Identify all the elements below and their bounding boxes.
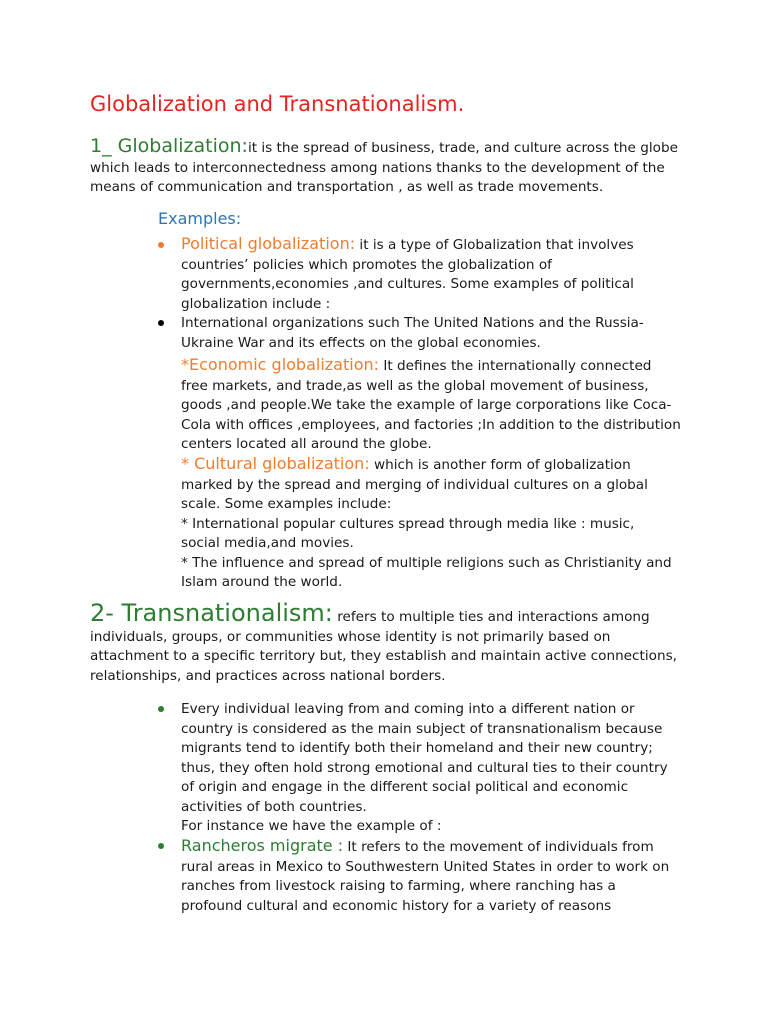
individual-migrant-text: Every individual leaving from and coming into a different nation or country is considered as the main subject of transnationalism because migrants tend to identify both their homeland and their new country; thus, they often hold strong emotional and cultural ties to their country of origin and engage in the different social political and economic activities of both countries. bbox=[181, 701, 668, 815]
transnationalism-paragraph bbox=[90, 599, 682, 686]
international-orgs-item: International organizations such The United Nations and the Russia-Ukraine War and its effects on the global economies. bbox=[181, 315, 644, 351]
cultural-globalization-item bbox=[181, 454, 675, 593]
transnationalism-text: refers to multiple ties and interactions among individuals, groups, or communities whose identity is not primarily based on attachment to a specific territory but, they establish and maintain active connections, relationships, and practices across national borders. bbox=[90, 609, 677, 684]
globalization-heading: 1_ Globalization: bbox=[90, 135, 248, 157]
rancheros-heading: Rancheros migrate : bbox=[181, 836, 344, 855]
document-title: Globalization and Transnationalism. bbox=[90, 92, 465, 116]
transnationalism-heading: 2- Transnationalism: bbox=[90, 599, 333, 627]
economic-globalization-heading: *Economic globalization: bbox=[181, 355, 380, 374]
economic-globalization-item bbox=[181, 355, 681, 455]
black-bullet-icon bbox=[158, 320, 164, 326]
globalization-paragraph bbox=[90, 137, 682, 198]
rancheros-text: It refers to the movement of individuals from rural areas in Mexico to Southwestern United States in order to work on ranches from livestock raising to farming, where ranching has a profound cultural and economic history for a variety of reasons bbox=[181, 839, 670, 914]
examples-label: Examples: bbox=[158, 209, 242, 228]
cultural-example-media: * International popular cultures spread through media like : music, social media,and movies. bbox=[181, 515, 635, 551]
orange-bullet-icon bbox=[158, 242, 164, 248]
individual-migrant-item bbox=[181, 700, 681, 837]
green-bullet-icon bbox=[158, 706, 164, 712]
political-globalization-item bbox=[181, 234, 673, 314]
cultural-globalization-heading: * Cultural globalization: bbox=[181, 454, 370, 473]
economic-globalization-text: It defines the internationally connected free markets, and trade,as well as the global movement of business, goods ,and people.We take the example of large corporations like Coca-Cola with offices ,employees, and factories ;In addition to the distribution centers located all around the globe. bbox=[181, 358, 681, 452]
rancheros-item bbox=[181, 836, 679, 916]
political-globalization-text: it is a type of Globalization that involves countries’ policies which promotes the globalization of governments,economies ,and cultures. Some examples of political globalization include : bbox=[181, 237, 634, 312]
cultural-globalization-text: which is another form of globalization marked by the spread and merging of individual cultures on a global scale. Some examples include: bbox=[181, 457, 648, 512]
green-bullet-icon bbox=[158, 843, 164, 849]
instance-line: For instance we have the example of : bbox=[181, 818, 442, 834]
globalization-text: it is the spread of business, trade, and culture across the globe which leads to interconnectedness among nations thanks to the development of the means of communication and transportation , as well as trade movements. bbox=[90, 140, 678, 195]
cultural-example-religions: * The influence and spread of multiple religions such as Christianity and Islam around the world. bbox=[181, 554, 672, 590]
political-globalization-heading: Political globalization: bbox=[181, 234, 356, 253]
